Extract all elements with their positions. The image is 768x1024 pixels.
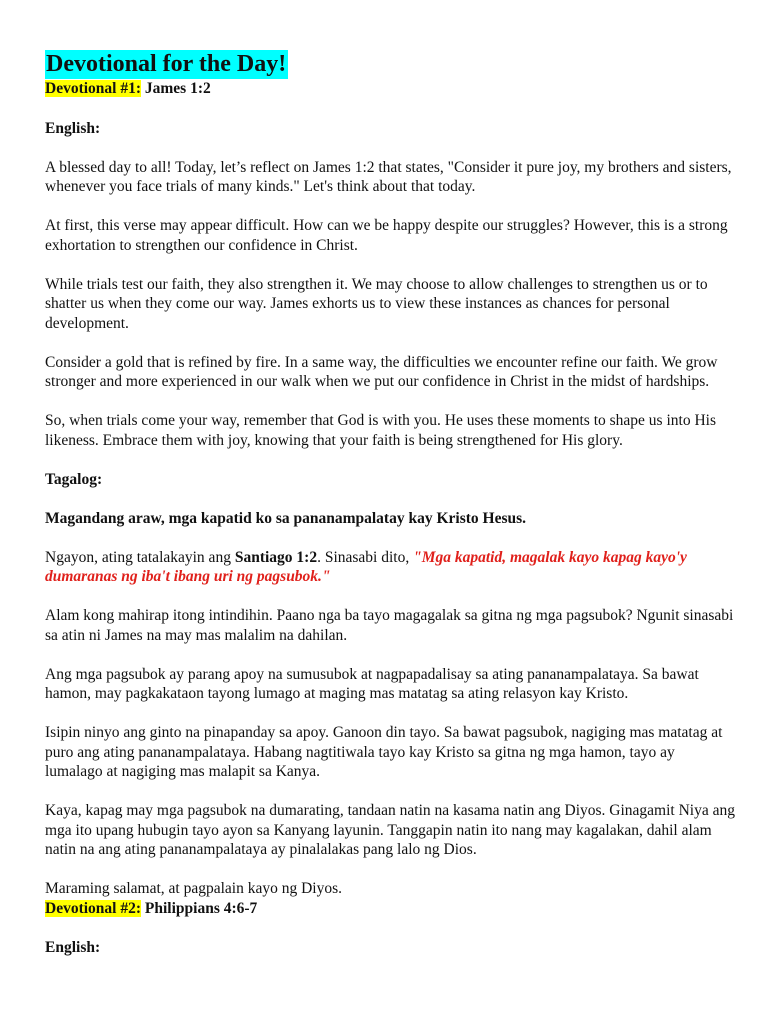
page-title: Devotional for the Day! xyxy=(46,51,287,77)
verse-quote: "Mga kapatid, magalak kayo kapag kayo'y dumaranas ng iba't ibang uri ng pagsubok." xyxy=(45,548,687,585)
devotional-2-label: Devotional #2: xyxy=(45,899,142,917)
tagalog-intro-paragraph xyxy=(45,548,735,587)
devotional-2-verse: Philippians 4:6-7 xyxy=(141,899,258,917)
english-paragraph: So, when trials come your way, remember that God is with you. He uses these moments to shape us into His likeness. Embrace them with joy, knowing that your faith is being strengthened for His glory. xyxy=(45,412,716,449)
tagalog-paragraph: Ang mga pagsubok ay parang apoy na sumusubok at nagpapadalisay sa ating pananampalataya. Sa bawat hamon, may pagkakataon tayong lumago at maging mas matatag sa ating relasyon kay Kristo. xyxy=(45,665,699,702)
english-paragraph: Consider a gold that is refined by fire. In a same way, the difficulties we encounter refine our faith. We grow stronger and more experienced in our walk when we put our confidence in Christ in the midst of hardships. xyxy=(45,353,718,390)
english-paragraph: While trials test our faith, they also strengthen it. We may choose to allow challenges to strengthen us or to shatter us when they come our way. James exhorts us to view these instances as chances for personal development. xyxy=(45,275,708,332)
tagalog-paragraph: Alam kong mahirap itong intindihin. Paano nga ba tayo magagalak sa gitna ng mga pagsubok? Ngunit sinasabi sa atin ni James na may mas malalim na dahilan. xyxy=(45,607,734,644)
verse-reference: Santiago 1:2 xyxy=(234,548,318,566)
tagalog-intro-text: Ngayon, ating tatalakayin ang xyxy=(45,548,235,566)
english-paragraph: At first, this verse may appear difficult. How can we be happy despite our struggles? However, this is a strong exhortation to strengthen our confidence in Christ. xyxy=(45,217,728,254)
english-paragraph: A blessed day to all! Today, let’s reflect on James 1:2 that states, "Consider it pure joy, my brothers and sisters, whenever you face trials of many kinds." Let's think about that today. xyxy=(45,158,732,195)
tagalog-paragraph: Isipin ninyo ang ginto na pinapanday sa apoy. Ganoon din tayo. Sa bawat pagsubok, nagiging mas matatag at puro ang ating pananampalataya. Habang nagtitiwala tayo kay Kristo sa gitna ng mga hamon, tayo ay lumalago at nagiging mas malapit sa Kanya. xyxy=(45,724,723,780)
tagalog-intro-text: . Sinasabi dito, xyxy=(317,548,414,566)
devotional-1-label: Devotional #1: xyxy=(45,80,142,97)
tagalog-greeting: Magandang araw, mga kapatid ko sa pananampalatay kay Kristo Hesus. xyxy=(45,509,527,527)
english-heading-2: English: xyxy=(45,939,101,956)
document-body xyxy=(45,50,735,958)
tagalog-paragraph: Kaya, kapag may mga pagsubok na dumarating, tandaan natin na kasama natin ang Diyos. Ginagamit Niya ang mga ito upang hubugin tayo ayon sa Kanyang layunin. Tanggapin natin ito nang may kagalakan, dahil alam natin na ang ating pananampalataya ay pinalalakas pang lalo ng Dios. xyxy=(45,802,735,858)
devotional-1-verse: James 1:2 xyxy=(141,80,211,97)
closing-line: Maraming salamat, at pagpalain kayo ng Diyos. xyxy=(45,880,343,897)
tagalog-heading: Tagalog: xyxy=(45,470,103,488)
devotional-2-header xyxy=(45,899,735,919)
devotional-1-header xyxy=(45,79,735,99)
english-heading-1: English: xyxy=(45,119,101,137)
